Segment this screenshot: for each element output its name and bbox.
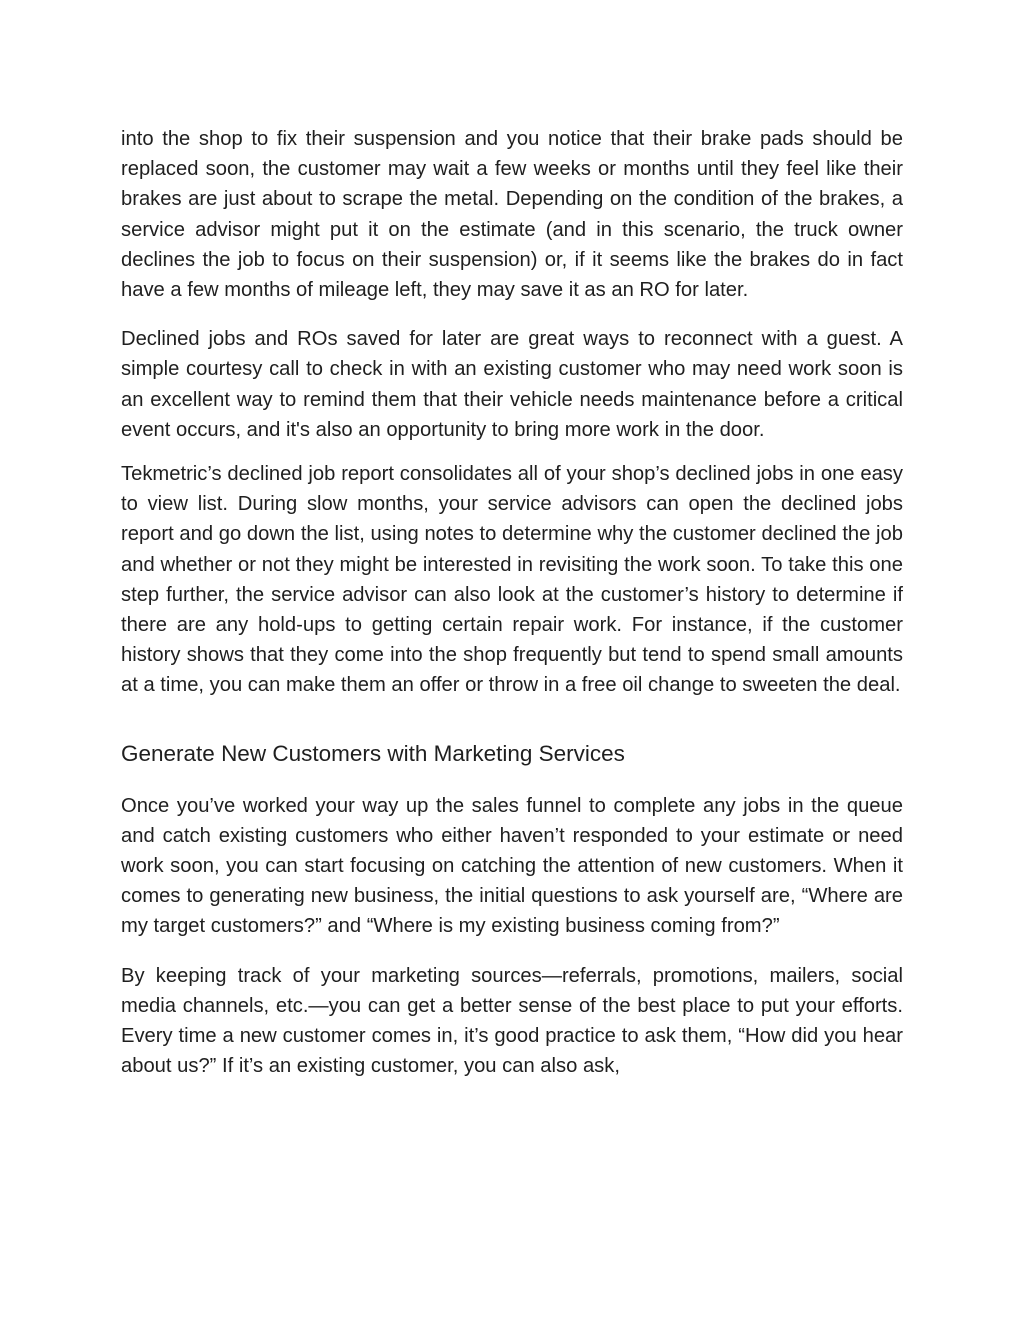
paragraph-sales-funnel: Once you’ve worked your way up the sales funnel to complete any jobs in the queue and catch existing customers who either haven’t responded to your estimate or need work soon, you can start focusing on catching the attention of new customers. When it comes to generating new business, the initial questions to ask yourself are, “Where are my target customers?” and “Where is my existing business coming from?” [121, 794, 903, 938]
paragraph-declined-job-report: Tekmetric’s declined job report consolidates all of your shop’s declined jobs in one easy to view list. During slow months, your service advisors can open the declined jobs report and go down the list, using notes to determine why the customer declined the job and whether or not they might be interested in revisiting the work soon. To take this one step further, the service advisor can also look at the customer’s history to determine if there are any hold-ups to getting certain repair work. For instance, if the customer history shows that they come into the shop frequently but tend to spend small amounts at a time, you can make them an offer or throw in a free oil change to sweeten the deal. [121, 463, 903, 697]
paragraph-declined-jobs: Declined jobs and ROs saved for later are great ways to reconnect with a guest. A simple courtesy call to check in with an existing customer who may need work soon is an excellent way to remind them that their vehicle needs maintenance before a critical event occurs, and it's also an opportunity to bring more work in the door. [121, 328, 903, 441]
document-body [121, 124, 903, 1081]
section-heading: Generate New Customers with Marketing Services [121, 740, 625, 766]
paragraph-marketing-sources: By keeping track of your marketing sources—referrals, promotions, mailers, social media channels, etc.—you can get a better sense of the best place to put your efforts. Every time a new customer comes in, it’s good practice to ask them, “How did you hear about us?” If it’s an existing customer, you can also ask, [121, 964, 903, 1078]
paragraph-brake-pads: into the shop to fix their suspension and you notice that their brake pads should be replaced soon, the customer may wait a few weeks or months until they feel like their brakes are just about to scrape the metal. Depending on the condition of the brakes, a service advisor might put it on the estimate (and in this scenario, the truck owner declines the job to focus on their suspension) or, if it seems like the brakes do in fact have a few months of mileage left, they may save it as an RO for later. [121, 128, 903, 302]
